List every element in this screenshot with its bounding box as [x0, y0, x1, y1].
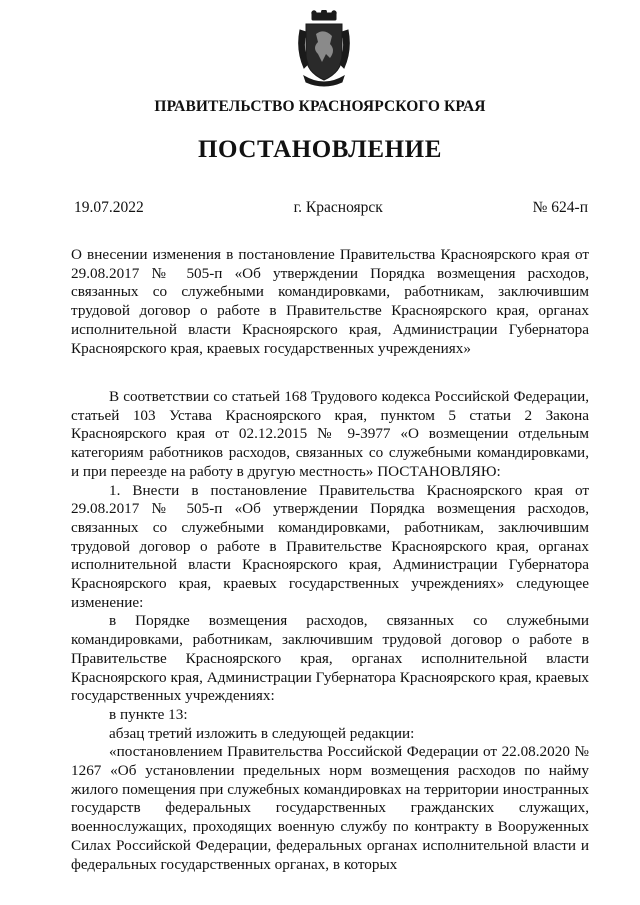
- body-paragraph-preamble: В соответствии со статьей 168 Трудового кодекса Российской Федерации, статьей 103 Устава Красноярского края, пунктом 5 статьи 2 Закона Красноярского края от 02.12.2015 № 9-3977 «О возмещении отдельным категориям работников расходов, связанных со служебными командировками, и при переезде на работу в другую местность» ПОСТАНОВЛЯЮ:: [71, 388, 589, 480]
- document-date: 19.07.2022: [74, 199, 144, 216]
- body-paragraph-item-1: 1. Внести в постановление Правительства Красноярского края от 29.08.2017 № 505-п «Об утверждении Порядка возмещения расходов, связанных со служебными командировками, работникам, заключившим трудовой договор о работе в Правительстве Красноярского края, органах исполнительной власти Красноярского края, Администрации Губернатора Красноярского края, краевых государственных учреждениях» следующее изменение:: [71, 481, 589, 611]
- document-type-title: ПОСТАНОВЛЕНИЕ: [197, 136, 443, 163]
- document-city: г. Красноярск: [293, 199, 383, 216]
- body-paragraph-quote: «постановлением Правительства Российской Федерации от 22.08.2020 № 1267 «Об установлении предельных норм возмещения расходов по найму жилого помещения при служебных командировках на территории иностранных государств федеральных государственных гражданских служащих, военнослужащих, проходящих военную службу по контракту в Вооруженных Силах Российской Федерации, федеральных органах исполнительной власти и федеральных государственных органах, в которых: [71, 743, 589, 873]
- document-number: № 624-п: [532, 199, 588, 216]
- subject-text: О внесении изменения в постановление Правительства Красноярского края от 29.08.2017 № 505-п «Об утверждении Порядка возмещения расходов, связанных со служебными командировками, работникам, заключившим трудовой договор о работе в Правительстве Красноярского края, органах исполнительной власти Красноярского края, Администрации Губернатора Красноярского края, краевых государственных учреждениях»: [71, 246, 589, 357]
- coat-of-arms-icon: [296, 10, 352, 88]
- body-paragraph-abzac: абзац третий изложить в следующей редакции:: [109, 724, 415, 742]
- body-paragraph-order: в Порядке возмещения расходов, связанных со служебными командировками, работникам, заключившим трудовой договор о работе в Правительстве Красноярского края, органах исполнительной власти Красноярского края, Администрации Губернатора Красноярского края, краевых государственных учреждениях:: [71, 612, 589, 705]
- organization-title: ПРАВИТЕЛЬСТВО КРАСНОЯРСКОГО КРАЯ: [154, 98, 486, 115]
- document-meta-row: [74, 199, 588, 217]
- body-paragraph-point-13: в пункте 13:: [109, 705, 188, 723]
- document-body: [71, 388, 589, 874]
- document-subject: [71, 246, 589, 358]
